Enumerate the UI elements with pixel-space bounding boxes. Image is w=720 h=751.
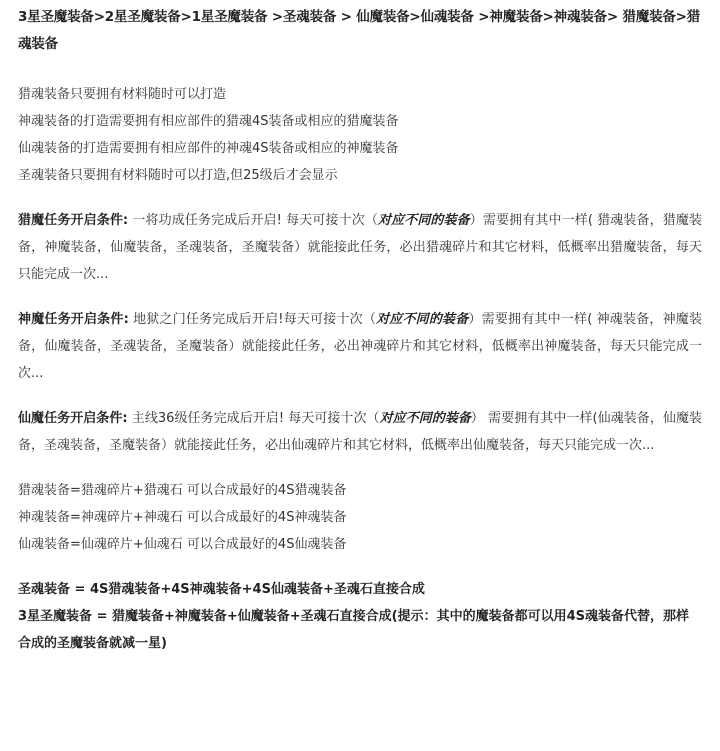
quest-text: 主线36级任务完成后开启! 每天可接十次（ (127, 411, 380, 426)
formula-3star-holy-demon: 3星圣魔装备 = 猎魔装备+神魔装备+仙魔装备+圣魂石直接合成(提示：其中的魔装备都可以用4S魂装备代替，那样合成的圣魔装备就减一星) (18, 609, 690, 651)
crafting-intro (18, 81, 702, 189)
quest-immortal-demon (18, 405, 702, 459)
intro-line-hunter-soul: 猎魂装备只要拥有材料随时可以打造 (18, 87, 227, 102)
quest-label: 仙魔任务开启条件: (18, 411, 128, 426)
equipment-tier-heading: 3星圣魔装备>2星圣魔装备>1星圣魔装备 >圣魂装备 > 仙魔装备>仙魂装备 >神魔装备>神魂装备> 猎魔装备>猎魂装备 (18, 9, 701, 52)
intro-line-god-soul: 神魂装备的打造需要拥有相应部件的猎魂4S装备或相应的猎魔装备 (18, 114, 399, 129)
quest-emphasis: 对应不同的装备 (377, 213, 470, 228)
recipe-list (18, 477, 702, 558)
quest-text-rest: ）需要拥有其中一样( 猎魂装备，猎魔装备，神魔装备，仙魔装备，圣魂装备，圣魔装备）就能接此任务，必出猎魂碎片和其它材料，低概率出猎魔装备，每天只能完成一次... (18, 213, 702, 282)
quest-label: 猎魔任务开启条件: (18, 213, 129, 228)
quest-text-rest: ） 需要拥有其中一样(仙魂装备，仙魔装备，圣魂装备，圣魔装备）就能接此任务，必出仙魂碎片和其它材料，低概率出仙魔装备，每天只能完成一次... (18, 411, 702, 453)
recipe-god-soul: 神魂装备=神魂碎片+神魂石 可以合成最好的4S神魂装备 (18, 510, 347, 525)
recipe-hunter-soul: 猎魂装备=猎魂碎片+猎魂石 可以合成最好的4S猎魂装备 (18, 483, 347, 498)
recipe-immortal-soul: 仙魂装备=仙魂碎片+仙魂石 可以合成最好的4S仙魂装备 (18, 537, 347, 552)
quest-text-rest: ）需要拥有其中一样( 神魂装备，神魔装备，仙魔装备，圣魂装备，圣魔装备）就能接此任务，必出神魂碎片和其它材料，低概率出神魔装备，每天只能完成一次... (18, 312, 702, 381)
quest-god-demon (18, 306, 702, 387)
quest-emphasis: 对应不同的装备 (379, 411, 471, 426)
quest-emphasis: 对应不同的装备 (376, 312, 469, 327)
quest-hunter-demon (18, 207, 702, 288)
quest-text: 一将功成任务完成后开启! 每天可接十次（ (128, 213, 378, 228)
synthesis-formulas (18, 576, 702, 657)
intro-line-holy-soul: 圣魂装备只要拥有材料随时可以打造,但25级后才会显示 (18, 168, 338, 183)
intro-line-immortal-soul: 仙魂装备的打造需要拥有相应部件的神魂4S装备或相应的神魔装备 (18, 141, 399, 156)
formula-holy-soul: 圣魂装备 = 4S猎魂装备+4S神魂装备+4S仙魂装备+圣魂石直接合成 (18, 582, 425, 597)
quest-text: 地狱之门任务完成后开启!每天可接十次（ (128, 312, 377, 327)
quest-label: 神魔任务开启条件: (18, 312, 129, 327)
